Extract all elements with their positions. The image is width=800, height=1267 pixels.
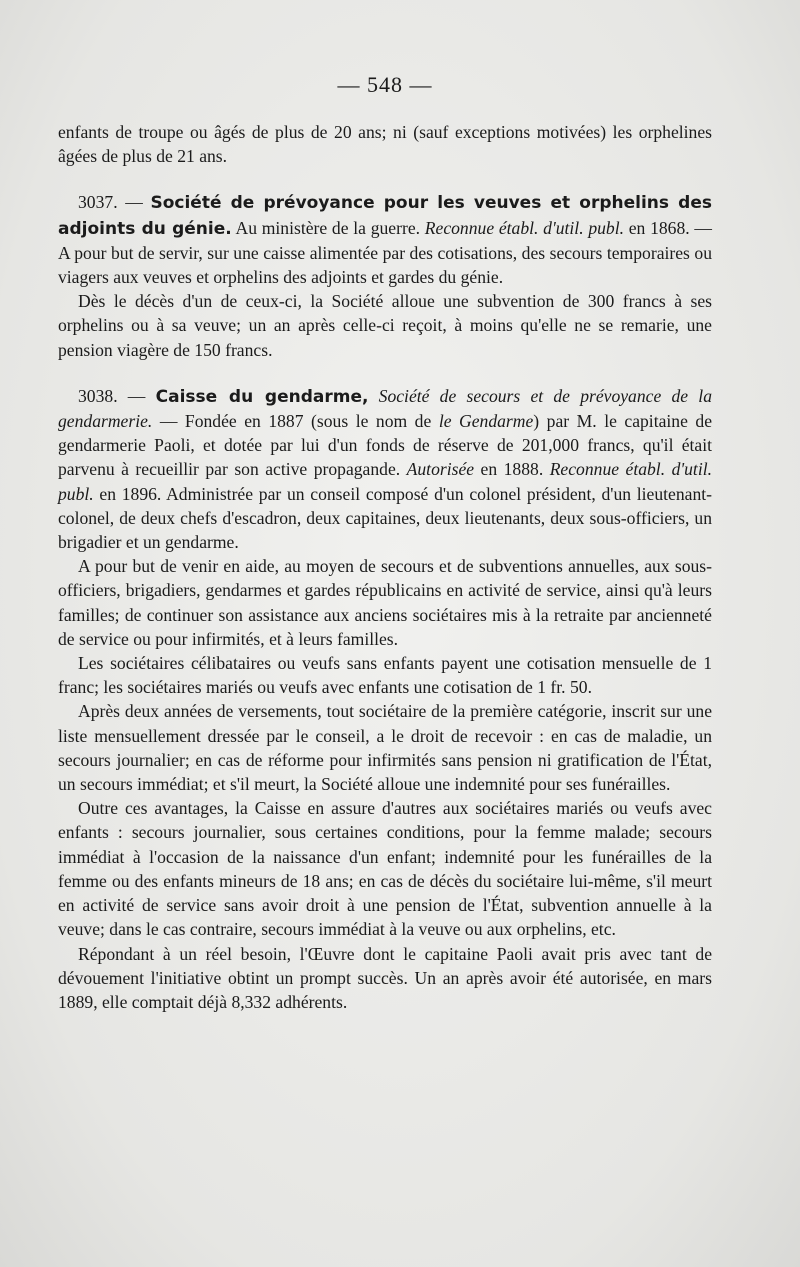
paragraph: Les sociétaires célibataires ou veufs sans enfants payent une cotisation mensuelle de 1 franc; les sociétaires mariés ou veufs avec enfants une cotisation de 1 fr. 50.: [58, 653, 712, 698]
paragraph: Outre ces avantages, la Caisse en assure d'autres aux sociétaires mariés ou veufs avec enfants : secours journalier, sous certaines conditions, pour la femme malade; secours immédiat à l'occasion de la naissance d'un enfant; indemnité pour les funérailles de la femme ou des enfants mineurs de 18 ans; en cas de décès du sociétaire lui-même, s'il meurt en activité de service sans avoir droit à une pension de l'État, subvention annuelle à la veuve; dans le cas contraire, secours immédiat à la veuve ou aux orphelins, etc.: [58, 798, 712, 940]
paragraph: Répondant à un réel besoin, l'Œuvre dont le capitaine Paoli avait pris avec tant de dévouement l'initiative obtint un prompt succès. Un an après avoir été autorisée, en mars 1889, elle comptait déjà 8,332 adhérents.: [58, 943, 712, 1012]
page-number: — 548 —: [337, 72, 433, 97]
section-subtitle: Société de secours et de prévoyance de la gendarmerie.: [58, 385, 712, 432]
section-text: en 1896. Administrée par un conseil composé d'un colonel président, d'un lieutenant-colonel, de deux chefs d'escadron, deux capitaines, deux lieutenants, deux sous-officiers, un brigadier et un gendarme.: [58, 483, 712, 553]
continued-paragraph: enfants de troupe ou âgés de plus de 20 ans; ni (sauf exceptions motivées) les orphelines âgées de plus de 21 ans.: [58, 122, 712, 167]
authorization-note: Autorisée: [406, 459, 475, 480]
section-text: en 1868. — A pour but de servir, sur une caisse alimentée par des cotisations, des secours temporaires ou viagers aux veuves et orphelins des adjoints et gardes du génie.: [58, 217, 713, 288]
recognition-note: Reconnue établ. d'util. publ.: [424, 217, 625, 238]
section-text: en 1888.: [474, 459, 550, 480]
section-title: Caisse du gendarme,: [155, 386, 369, 407]
section-title: Société de prévoyance pour les veuves et orphelins des adjoints du génie.: [58, 193, 713, 239]
section-text: Au ministère de la guerre.: [231, 217, 425, 238]
former-name: le Gendarme: [438, 411, 534, 432]
section-3038: [58, 384, 712, 554]
paragraph: Après deux années de versements, tout sociétaire de la première catégorie, inscrit sur une liste mensuellement dressée par le conseil, a le droit de recevoir : en cas de maladie, un secours journalier; en cas de réforme pour infirmités sans pension ni gratification de l'État, un secours immédiat; et s'il meurt, la Société alloue une indemnité pour ses funérailles.: [58, 701, 712, 795]
paragraph: Dès le décès d'un de ceux-ci, la Société alloue une subvention de 300 francs à ses orphelins ou à sa veuve; un an après celle-ci reçoit, à moins qu'elle ne se remarie, une pension viagère de 150 francs.: [58, 291, 712, 360]
paragraph: A pour but de venir en aide, au moyen de secours et de subventions annuelles, aux sous-officiers, brigadiers, gendarmes et gardes républicains en activité de service, ainsi qu'à leurs familles; de continuer son assistance aux anciens sociétaires mis à la retraite par ancienneté de service ou pour infirmités, et à leurs familles.: [58, 556, 712, 649]
section-number: 3038. —: [78, 385, 146, 406]
section-3037: [58, 190, 712, 289]
section-text: ) par M. le capitaine de gendarmerie Paoli, et dotée par lui d'un fonds de réserve de 201,000 francs, qu'il était parvenu à recueillir par son active propagande.: [58, 411, 713, 480]
section-text: — Fondée en 1887 (sous le nom de: [152, 411, 439, 432]
section-number: 3037. —: [78, 192, 143, 213]
recognition-note: Reconnue établ. d'util. publ.: [58, 459, 712, 504]
